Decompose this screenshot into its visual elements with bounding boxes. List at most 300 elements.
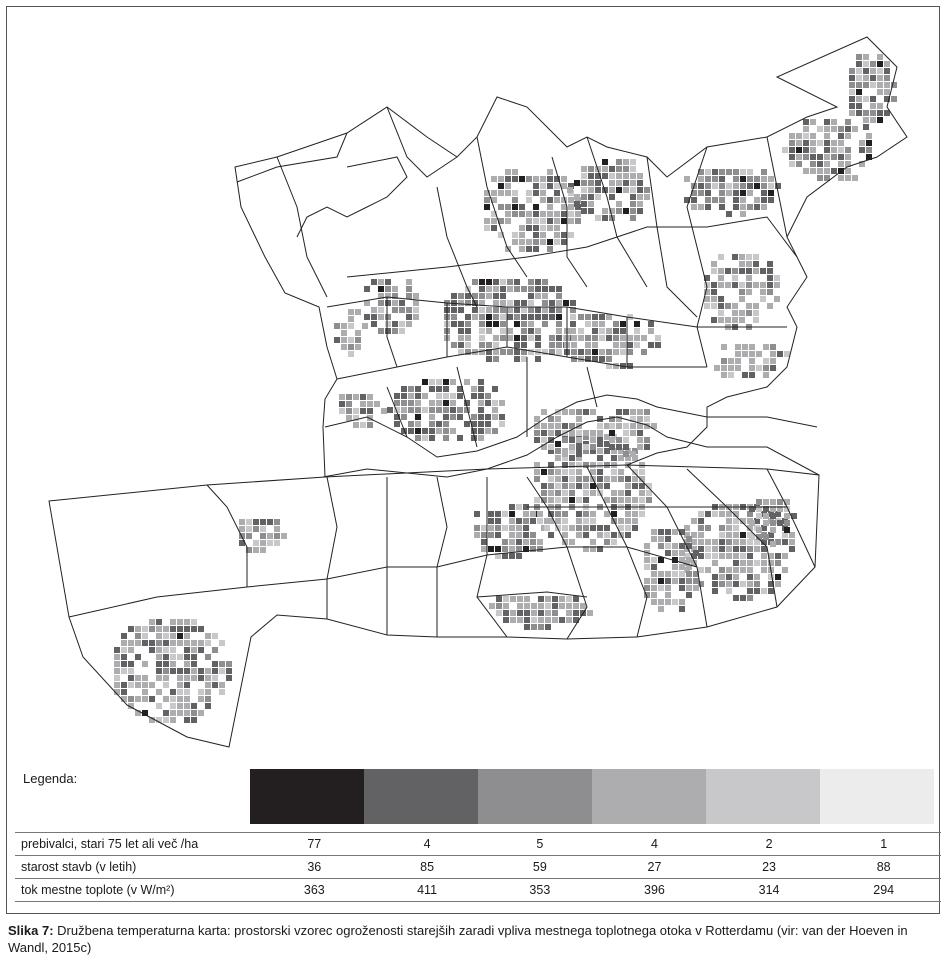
heat-cell xyxy=(679,543,685,549)
heat-cell xyxy=(526,176,532,182)
heat-cell xyxy=(429,407,435,413)
heat-cell xyxy=(665,599,671,605)
heat-cell xyxy=(705,553,711,559)
heat-cell xyxy=(870,103,876,109)
heat-cell xyxy=(360,401,366,407)
heat-cell xyxy=(498,190,504,196)
heat-cell xyxy=(485,400,491,406)
district-line xyxy=(69,555,487,617)
heat-cell xyxy=(705,197,711,203)
heat-cell xyxy=(184,661,190,667)
heat-cell xyxy=(198,640,204,646)
heat-cell xyxy=(495,525,501,531)
heat-cell xyxy=(514,314,520,320)
heat-cell xyxy=(226,675,232,681)
heat-cell xyxy=(691,518,697,524)
heat-cell xyxy=(698,511,704,517)
heat-cell xyxy=(547,225,553,231)
district-line xyxy=(297,157,407,237)
heat-cell xyxy=(156,619,162,625)
heat-cell xyxy=(604,462,610,468)
heat-cell xyxy=(149,619,155,625)
heat-cell xyxy=(604,476,610,482)
heat-cell xyxy=(177,689,183,695)
heat-cell xyxy=(767,268,773,274)
heat-cell xyxy=(763,499,769,505)
heat-cell xyxy=(512,204,518,210)
heat-cell xyxy=(733,518,739,524)
heat-cell xyxy=(712,546,718,552)
heat-cell xyxy=(533,225,539,231)
heat-cell xyxy=(651,592,657,598)
heat-cell xyxy=(552,617,558,623)
heat-cell xyxy=(156,661,162,667)
heat-cell xyxy=(253,547,259,553)
heat-cell xyxy=(665,550,671,556)
heat-cell xyxy=(429,400,435,406)
heat-cell xyxy=(496,596,502,602)
heat-cell xyxy=(637,409,643,415)
heat-cell xyxy=(458,335,464,341)
heat-cell xyxy=(644,409,650,415)
heat-cell xyxy=(507,286,513,292)
heat-cell xyxy=(739,261,745,267)
heat-cell xyxy=(810,133,816,139)
heat-cell xyxy=(499,400,505,406)
figure-caption xyxy=(8,922,938,956)
heat-cell xyxy=(627,349,633,355)
legend-swatch-5 xyxy=(706,769,820,824)
heat-cell xyxy=(205,668,211,674)
heat-cell xyxy=(212,647,218,653)
heat-cell xyxy=(588,166,594,172)
heat-cell xyxy=(623,423,629,429)
heat-cell xyxy=(578,349,584,355)
heat-cell xyxy=(569,409,575,415)
heat-cell xyxy=(719,511,725,517)
heat-cell xyxy=(602,166,608,172)
heat-cell xyxy=(436,407,442,413)
heat-cell xyxy=(524,603,530,609)
heat-cell xyxy=(740,532,746,538)
heat-cell xyxy=(191,668,197,674)
heat-cell xyxy=(651,599,657,605)
heat-cell xyxy=(528,349,534,355)
heat-cell xyxy=(884,61,890,67)
heat-cell xyxy=(479,342,485,348)
heat-cell xyxy=(852,126,858,132)
heat-cell xyxy=(571,349,577,355)
heat-cell xyxy=(711,261,717,267)
heat-cell xyxy=(623,430,629,436)
heat-cell xyxy=(597,455,603,461)
heat-cell xyxy=(559,617,565,623)
heat-cell xyxy=(581,187,587,193)
heat-cell xyxy=(711,289,717,295)
heat-cell xyxy=(339,401,345,407)
heat-cell xyxy=(588,187,594,193)
heat-cell xyxy=(177,654,183,660)
heat-cell xyxy=(528,314,534,320)
heat-cell xyxy=(198,710,204,716)
heat-cell xyxy=(637,187,643,193)
heat-cell xyxy=(486,307,492,313)
heat-cell xyxy=(505,204,511,210)
heat-cell xyxy=(705,204,711,210)
heat-cell xyxy=(733,183,739,189)
heat-cell xyxy=(253,519,259,525)
heat-cell xyxy=(726,574,732,580)
heat-cell xyxy=(556,300,562,306)
heat-cell xyxy=(516,525,522,531)
heat-cell xyxy=(562,476,568,482)
heat-cell xyxy=(609,194,615,200)
heat-cell xyxy=(768,190,774,196)
heat-cell xyxy=(486,286,492,292)
heat-cell xyxy=(611,539,617,545)
cell: 27 xyxy=(597,856,712,879)
heat-cell xyxy=(870,68,876,74)
heat-cell xyxy=(443,414,449,420)
cell: 294 xyxy=(826,879,941,902)
heat-cell xyxy=(184,640,190,646)
row-label: starost stavb (v letih) xyxy=(15,856,257,879)
heat-cell xyxy=(810,140,816,146)
heat-cell xyxy=(260,540,266,546)
heat-cell xyxy=(493,314,499,320)
heat-cell xyxy=(747,190,753,196)
heat-cell xyxy=(719,197,725,203)
heat-cell xyxy=(597,423,603,429)
heat-cell xyxy=(371,314,377,320)
heat-cell xyxy=(554,183,560,189)
heat-cell xyxy=(246,526,252,532)
heat-cell xyxy=(528,293,534,299)
heat-cell xyxy=(401,407,407,413)
heat-cell xyxy=(711,268,717,274)
heat-cell xyxy=(334,323,340,329)
heat-cell xyxy=(135,654,141,660)
heat-cell xyxy=(831,147,837,153)
table-row xyxy=(15,856,941,879)
heat-cell xyxy=(474,511,480,517)
heat-cell xyxy=(484,197,490,203)
heat-cell xyxy=(733,553,739,559)
heat-cell xyxy=(260,519,266,525)
heat-cell xyxy=(378,328,384,334)
heat-cell xyxy=(191,675,197,681)
heat-cell xyxy=(534,430,540,436)
heat-cell xyxy=(824,119,830,125)
heat-cell xyxy=(803,133,809,139)
heat-cell xyxy=(613,321,619,327)
heat-cell xyxy=(519,176,525,182)
heat-cell xyxy=(535,328,541,334)
heat-cell xyxy=(606,356,612,362)
heat-cell xyxy=(693,585,699,591)
heat-cell xyxy=(761,546,767,552)
heat-cell xyxy=(775,560,781,566)
heat-cell xyxy=(549,307,555,313)
heat-cell xyxy=(219,682,225,688)
heat-cell xyxy=(486,328,492,334)
heat-cell xyxy=(691,197,697,203)
heat-cell xyxy=(770,520,776,526)
heat-cell xyxy=(651,536,657,542)
heat-cell xyxy=(578,335,584,341)
heat-cell xyxy=(500,328,506,334)
heat-cell xyxy=(747,204,753,210)
heat-cell xyxy=(623,437,629,443)
heat-cell xyxy=(625,525,631,531)
heat-cell xyxy=(156,703,162,709)
heat-cell xyxy=(184,703,190,709)
heat-cell xyxy=(698,532,704,538)
heat-cell xyxy=(849,82,855,88)
heat-cell xyxy=(733,169,739,175)
heat-cell xyxy=(205,689,211,695)
heat-cell xyxy=(281,533,287,539)
heat-cell xyxy=(576,483,582,489)
heat-cell xyxy=(521,286,527,292)
heat-cell xyxy=(502,525,508,531)
heat-cell xyxy=(548,532,554,538)
heat-cell xyxy=(406,321,412,327)
heat-cell xyxy=(415,393,421,399)
heat-cell xyxy=(789,140,795,146)
heat-cell xyxy=(505,190,511,196)
heat-cell xyxy=(422,428,428,434)
heat-cell xyxy=(239,526,245,532)
heat-cell xyxy=(561,239,567,245)
heat-cell xyxy=(754,581,760,587)
heat-cell xyxy=(877,110,883,116)
heat-cell xyxy=(616,166,622,172)
heat-cell xyxy=(573,610,579,616)
heat-cell xyxy=(142,689,148,695)
heat-cell xyxy=(578,314,584,320)
heat-cell xyxy=(824,154,830,160)
heat-cell xyxy=(540,239,546,245)
heat-cell xyxy=(554,239,560,245)
heat-cell xyxy=(726,588,732,594)
heat-cell xyxy=(346,408,352,414)
heat-cell xyxy=(644,187,650,193)
heat-cell xyxy=(604,532,610,538)
figure-frame xyxy=(6,6,940,914)
heat-cell xyxy=(478,435,484,441)
heat-cell xyxy=(516,504,522,510)
heat-cell xyxy=(392,286,398,292)
heat-cell xyxy=(625,476,631,482)
heat-cell xyxy=(387,407,393,413)
heat-cell xyxy=(378,286,384,292)
heat-cell xyxy=(796,147,802,153)
heat-cell xyxy=(576,525,582,531)
heat-cell xyxy=(777,351,783,357)
heat-cell xyxy=(588,194,594,200)
heat-cell xyxy=(705,567,711,573)
heat-cell xyxy=(733,190,739,196)
heat-cell xyxy=(581,208,587,214)
heat-cell xyxy=(616,208,622,214)
rotterdam-heat-map xyxy=(7,7,939,757)
heat-cell xyxy=(711,317,717,323)
heat-cell xyxy=(630,423,636,429)
heat-cell xyxy=(177,619,183,625)
heat-cell xyxy=(184,675,190,681)
heat-cell xyxy=(606,349,612,355)
heat-cell xyxy=(718,268,724,274)
heat-cell xyxy=(753,303,759,309)
heat-cell xyxy=(415,407,421,413)
heat-cell xyxy=(413,307,419,313)
heat-cell xyxy=(530,511,536,517)
heat-cell xyxy=(884,75,890,81)
heat-cell xyxy=(355,337,361,343)
heat-cell xyxy=(556,335,562,341)
heat-cell xyxy=(571,342,577,348)
heat-cell xyxy=(704,303,710,309)
heat-cell xyxy=(371,279,377,285)
heat-cell xyxy=(451,293,457,299)
heat-cell xyxy=(528,307,534,313)
heat-cell xyxy=(509,532,515,538)
heat-cell xyxy=(718,317,724,323)
heat-cell xyxy=(590,462,596,468)
heat-cell xyxy=(478,400,484,406)
heat-cell xyxy=(346,415,352,421)
heat-cell xyxy=(718,303,724,309)
heat-cell xyxy=(784,351,790,357)
heat-cell xyxy=(274,540,280,546)
heat-cell xyxy=(408,428,414,434)
heat-cell xyxy=(852,175,858,181)
heat-cell xyxy=(739,282,745,288)
heat-cell xyxy=(523,532,529,538)
heat-cell xyxy=(863,110,869,116)
heat-cell xyxy=(541,483,547,489)
heat-cell xyxy=(260,533,266,539)
heat-cell xyxy=(711,303,717,309)
heat-cell xyxy=(561,232,567,238)
heat-cell xyxy=(884,89,890,95)
heat-cell xyxy=(599,321,605,327)
heat-cell xyxy=(394,393,400,399)
heat-cell xyxy=(789,539,795,545)
heat-cell xyxy=(555,441,561,447)
heat-cell xyxy=(581,180,587,186)
heat-cell xyxy=(516,553,522,559)
heat-cell xyxy=(458,293,464,299)
heat-cell xyxy=(686,585,692,591)
heat-cell xyxy=(367,401,373,407)
heat-cell xyxy=(625,532,631,538)
heat-cell xyxy=(533,246,539,252)
heat-cell xyxy=(458,321,464,327)
heat-cell xyxy=(732,254,738,260)
heat-cell xyxy=(637,430,643,436)
heat-cell xyxy=(726,211,732,217)
heat-cell xyxy=(770,344,776,350)
heat-cell xyxy=(803,126,809,132)
heat-cell xyxy=(486,321,492,327)
heat-cell xyxy=(500,349,506,355)
heat-cell xyxy=(768,197,774,203)
heat-cell xyxy=(547,239,553,245)
heat-cell xyxy=(630,159,636,165)
heat-cell xyxy=(534,497,540,503)
heat-cell xyxy=(348,344,354,350)
heat-cell xyxy=(471,393,477,399)
heat-cell xyxy=(149,626,155,632)
heat-cell xyxy=(142,675,148,681)
heat-cell xyxy=(341,337,347,343)
heat-cell xyxy=(644,444,650,450)
heat-cell xyxy=(530,532,536,538)
heat-cell xyxy=(644,578,650,584)
heat-cell xyxy=(693,578,699,584)
heat-cell xyxy=(726,169,732,175)
heat-cell xyxy=(542,279,548,285)
heat-cell xyxy=(465,342,471,348)
heat-cell xyxy=(665,585,671,591)
heat-cell xyxy=(548,497,554,503)
heat-cell xyxy=(535,286,541,292)
heat-cell xyxy=(592,328,598,334)
heat-cell xyxy=(191,647,197,653)
heat-cell xyxy=(877,82,883,88)
heat-cell xyxy=(170,647,176,653)
heat-cell xyxy=(493,349,499,355)
heat-cell xyxy=(495,546,501,552)
heat-cell xyxy=(142,640,148,646)
heat-cell xyxy=(856,54,862,60)
heat-cell xyxy=(408,386,414,392)
heat-cell xyxy=(135,633,141,639)
heat-cell xyxy=(746,261,752,267)
heat-cell xyxy=(170,703,176,709)
heat-cell xyxy=(712,183,718,189)
legend-table xyxy=(15,832,941,902)
heat-cell xyxy=(500,335,506,341)
heat-cell xyxy=(590,518,596,524)
heat-cell xyxy=(568,197,574,203)
heat-cell xyxy=(512,190,518,196)
heat-cell xyxy=(870,96,876,102)
heat-cell xyxy=(385,286,391,292)
cell: 2 xyxy=(712,833,827,856)
heat-cell xyxy=(505,211,511,217)
heat-cell xyxy=(705,539,711,545)
heat-cell xyxy=(509,518,515,524)
heat-cell xyxy=(493,279,499,285)
heat-cell xyxy=(458,307,464,313)
heat-cell xyxy=(450,400,456,406)
heat-cell xyxy=(451,342,457,348)
heat-cell xyxy=(436,400,442,406)
heat-cell xyxy=(464,421,470,427)
heat-cell xyxy=(170,626,176,632)
heat-cell xyxy=(796,133,802,139)
heat-cell xyxy=(712,581,718,587)
heat-cell xyxy=(554,225,560,231)
heat-cell xyxy=(353,422,359,428)
heat-cell xyxy=(534,469,540,475)
cell: 85 xyxy=(372,856,483,879)
heat-cell xyxy=(749,344,755,350)
heat-cell xyxy=(205,633,211,639)
